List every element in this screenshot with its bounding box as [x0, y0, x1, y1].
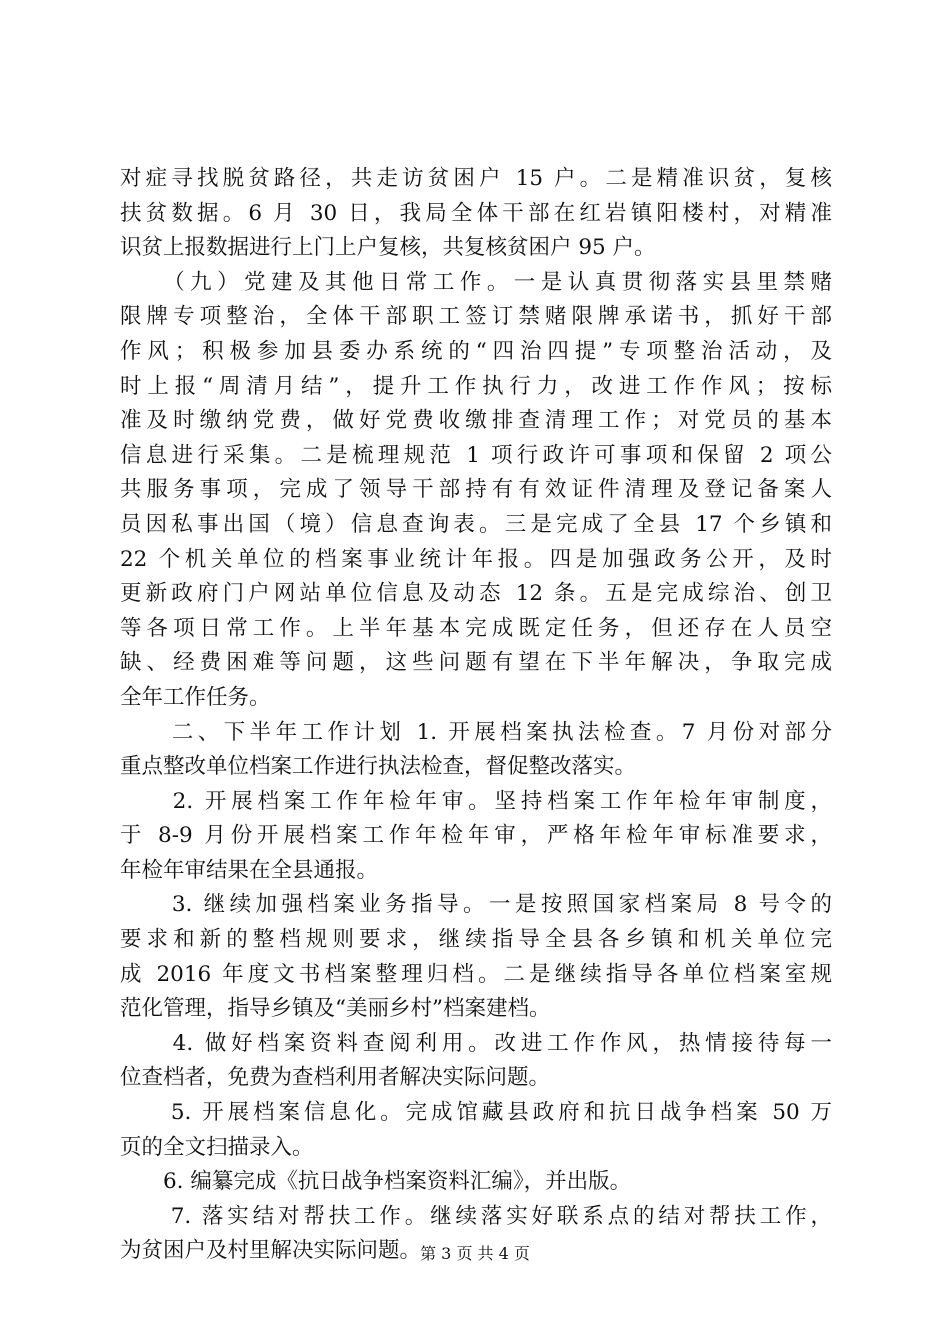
text-line: 扶贫数据。6 月 30 日，我局全体干部在红岩镇阳楼村，对精准	[120, 200, 832, 226]
text-line: 重点整改单位档案工作进行执法检查，督促整改落实。	[120, 754, 637, 780]
text-line: 22 个机关单位的档案事业统计年报。四是加强政务公开，及时	[120, 546, 832, 572]
text-line: 位查档者，免费为查档利用者解决实际问题。	[120, 1065, 551, 1091]
text-line: 识贫上报数据进行上门上户复核，共复核贫困户 95 户。	[120, 235, 656, 261]
text-line: 时上报“周清月结”，提升工作执行力，改进工作作风；按标	[120, 373, 832, 399]
text-line: （九）党建及其他日常工作。一是认真贯彻落实县里禁赌	[120, 269, 832, 295]
text-line: 5. 开展档案信息化。完成馆藏县政府和抗日战争档案 50 万	[120, 1100, 832, 1126]
text-line: 二、下半年工作计划 1. 开展档案执法检查。7 月份对部分	[120, 719, 832, 745]
text-line: 页的全文扫描录入。	[120, 1134, 314, 1160]
text-line: 3. 继续加强档案业务指导。一是按照国家档案局 8 号令的	[120, 892, 832, 918]
text-line: 成 2016 年度文书档案整理归档。二是继续指导各单位档案室规	[120, 961, 832, 987]
text-line: 更新政府门户网站单位信息及动态 12 条。五是完成综治、创卫	[120, 581, 832, 607]
text-line: 范化管理，指导乡镇及“美丽乡村”档案建档。	[120, 996, 551, 1022]
text-line: 全年工作任务。	[120, 684, 271, 710]
text-line: 员因私事出国（境）信息查询表。三是完成了全县 17 个乡镇和	[120, 511, 832, 537]
text-line: 7. 落实结对帮扶工作。继续落实好联系点的结对帮扶工作，	[120, 1203, 832, 1229]
text-line: 为贫困户及村里解决实际问题。	[120, 1238, 422, 1264]
document-body	[120, 162, 832, 1269]
page-footer: 第 3 页 共 4 页	[420, 1244, 530, 1263]
text-line: 6. 编纂完成《抗日战争档案资料汇编》，并出版。	[120, 1169, 632, 1195]
text-line: 准及时缴纳党费，做好党费收缴排查清理工作；对党员的基本	[120, 408, 832, 434]
text-line: 缺、经费困难等问题，这些问题有望在下半年解决，争取完成	[120, 650, 832, 676]
text-line: 2. 开展档案工作年检年审。坚持档案工作年检年审制度，	[120, 788, 832, 814]
text-line: 限牌专项整治，全体干部职工签订禁赌限牌承诺书，抓好干部	[120, 304, 832, 330]
text-line: 等各项日常工作。上半年基本完成既定任务，但还存在人员空	[120, 615, 832, 641]
text-line: 4. 做好档案资料查阅利用。改进工作作风，热情接待每一	[120, 1030, 832, 1056]
text-line: 共服务事项，完成了领导干部持有有效证件清理及登记备案人	[120, 477, 832, 503]
text-line: 要求和新的整档规则要求，继续指导全县各乡镇和机关单位完	[120, 927, 832, 953]
text-line: 作风；积极参加县委办系统的“四治四提”专项整治活动，及	[120, 338, 832, 364]
text-line: 信息进行采集。二是梳理规范 1 项行政许可事项和保留 2 项公	[120, 442, 832, 468]
text-line: 于 8-9 月份开展档案工作年检年审，严格年检年审标准要求，	[120, 823, 832, 849]
text-line: 对症寻找脱贫路径，共走访贫困户 15 户。二是精准识贫，复核	[120, 166, 832, 191]
text-line: 年检年审结果在全县通报。	[120, 857, 379, 883]
